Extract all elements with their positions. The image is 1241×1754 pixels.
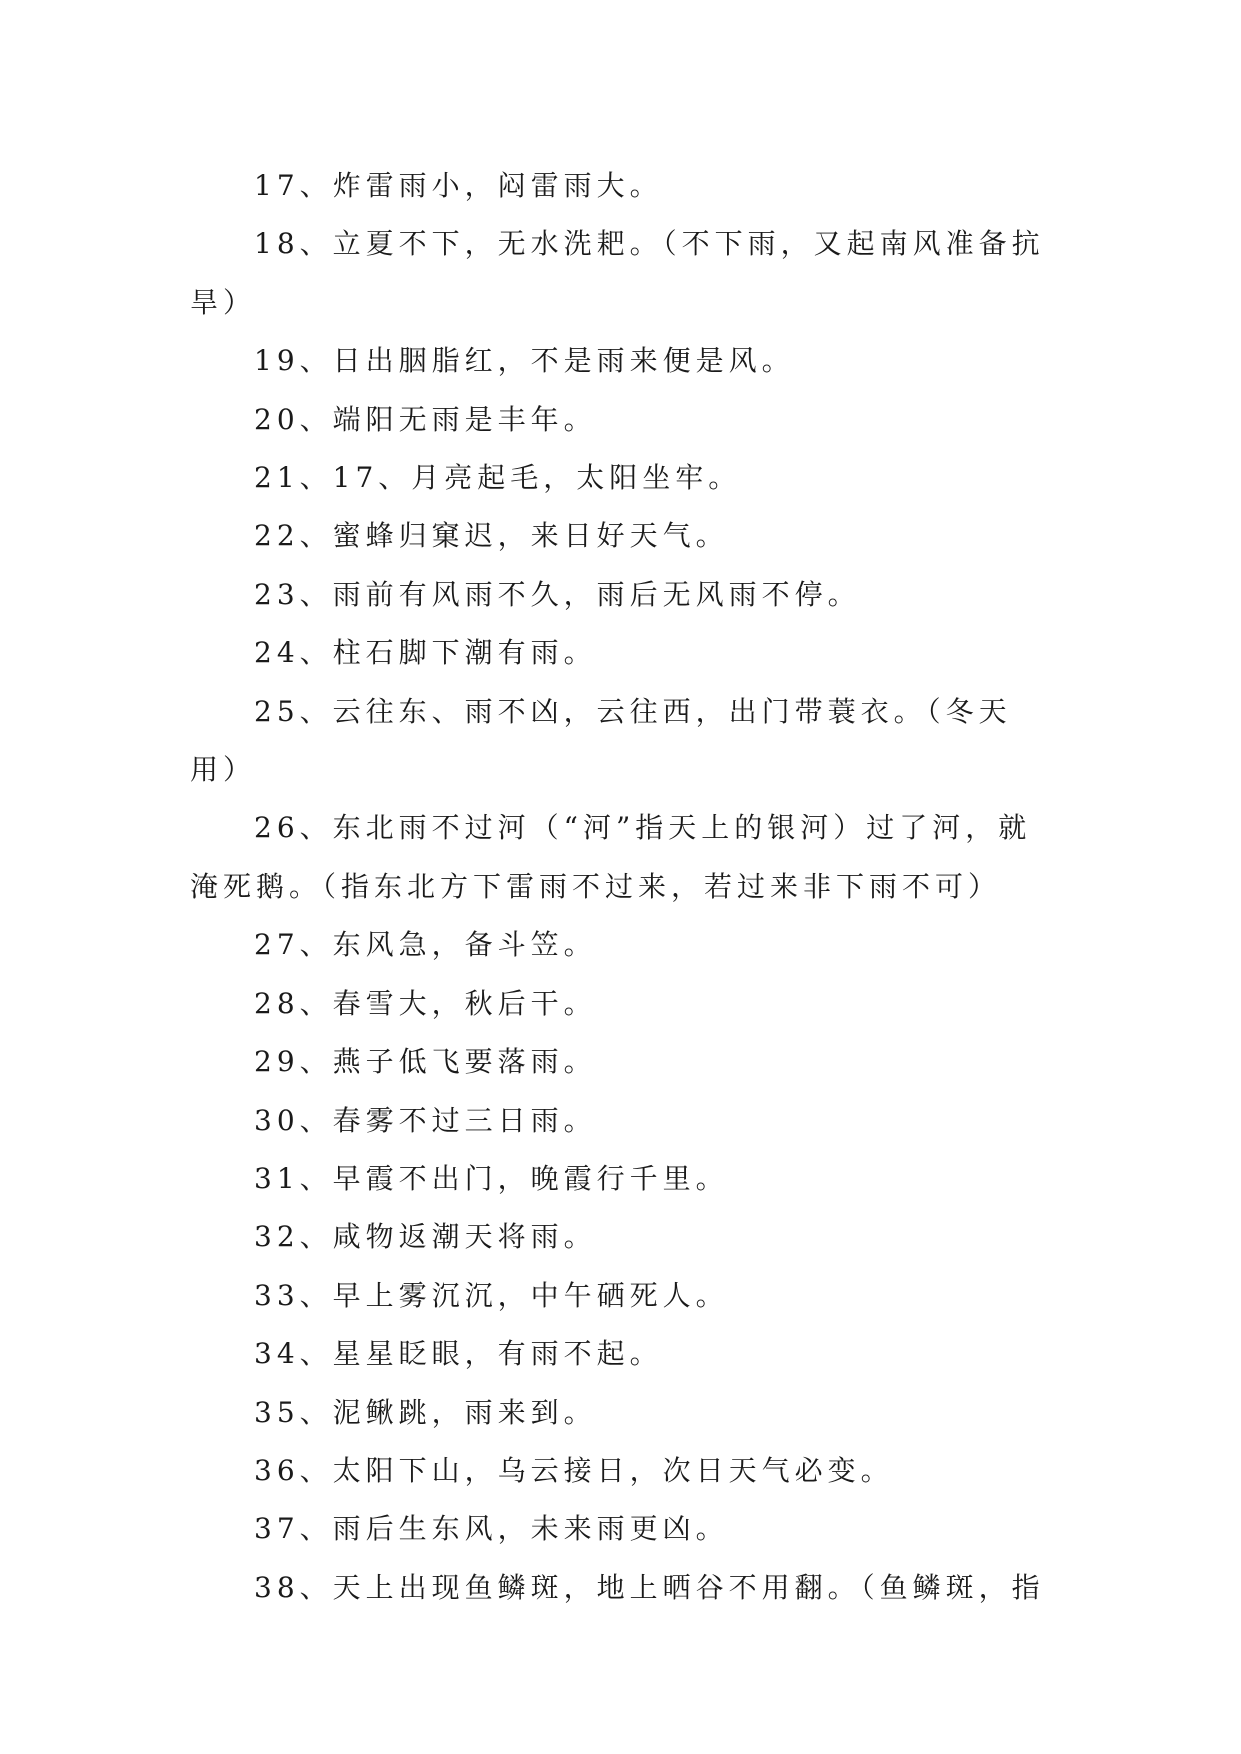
- proverb-item: 38、天上出现鱼鳞斑，地上晒谷不用翻。（鱼鳞斑，指: [254, 1570, 1045, 1604]
- proverb-item: 17、炸雷雨小，闷雷雨大。: [254, 169, 663, 202]
- proverb-item: 27、东风急，备斗笠。: [254, 928, 597, 962]
- proverb-item: 36、太阳下山，乌云接日，次日天气必变。: [254, 1453, 894, 1487]
- proverb-item: 33、早上雾沉沉，中午硒死人。: [254, 1278, 729, 1312]
- proverb-item: 24、柱石脚下潮有雨。: [254, 636, 597, 670]
- proverb-item: 35、泥鳅跳，雨来到。: [254, 1395, 597, 1429]
- proverb-item: 34、星星眨眼，有雨不起。: [254, 1337, 663, 1371]
- proverb-item: 30、春雾不过三日雨。: [254, 1103, 597, 1137]
- proverb-list: [190, 157, 1050, 1617]
- proverb-item: 29、燕子低飞要落雨。: [254, 1045, 597, 1079]
- proverb-item: 21、17、月亮起毛，太阳坐牢。: [254, 461, 742, 495]
- proverb-item: 22、蜜蜂归窠迟，来日好天气。: [254, 519, 729, 553]
- proverb-item: 23、雨前有风雨不久，雨后无风雨不停。: [254, 577, 861, 611]
- proverb-item: 25、云往东、雨不凶，云往西，出门带蓑衣。（冬天用）: [190, 694, 1012, 787]
- proverb-item: 26、东北雨不过河（“河”指天上的银河）过了河，就淹死鹅。（指东北方下雷雨不过来，若过来非下雨不可）: [190, 811, 1032, 903]
- proverb-item: 18、立夏不下，无水洗耙。（不下雨，又起南风准备抗旱）: [190, 227, 1045, 319]
- proverb-item: 31、早霞不出门，晚霞行千里。: [254, 1161, 729, 1195]
- proverb-item: 20、端阳无雨是丰年。: [254, 402, 597, 436]
- proverb-item: 37、雨后生东风，未来雨更凶。: [254, 1512, 729, 1546]
- proverb-item: 32、咸物返潮天将雨。: [254, 1220, 597, 1254]
- proverb-item: 19、日出胭脂红，不是雨来便是风。: [254, 344, 795, 378]
- proverb-item: 28、春雪大，秋后干。: [254, 986, 597, 1020]
